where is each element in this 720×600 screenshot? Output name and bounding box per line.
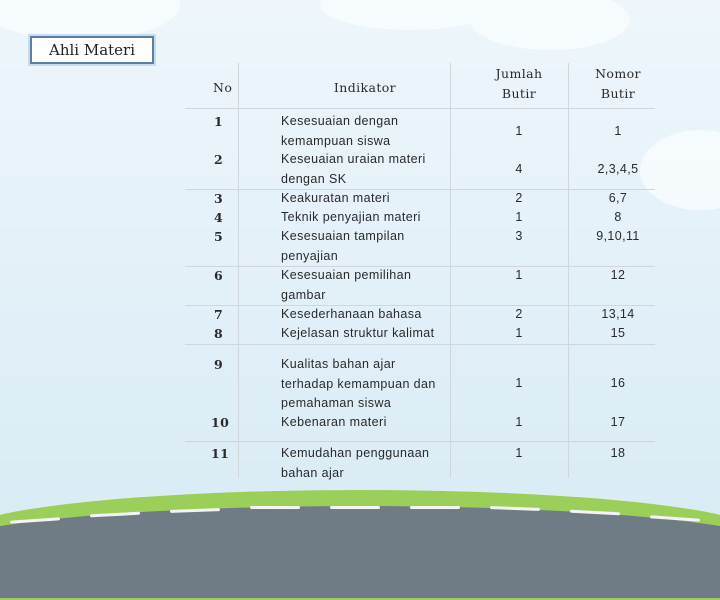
- header-nomor-butir: Nomor Butir: [595, 66, 641, 101]
- header-jumlah-butir: Jumlah Butir: [495, 66, 543, 101]
- jumlah-butir-value: 1: [515, 415, 523, 429]
- header-indikator: Indikator: [333, 80, 397, 95]
- nomor-butir-value: 17: [610, 415, 626, 429]
- row-number: 1: [214, 114, 224, 129]
- nomor-butir-value: 8: [614, 210, 622, 224]
- indicator-text: Keakuratan materi: [281, 191, 390, 205]
- row-number: 2: [214, 152, 224, 167]
- row-divider: [185, 108, 655, 109]
- indicator-text: Kemudahan penggunaan bahan ajar: [281, 446, 430, 480]
- nomor-butir-value: 15: [610, 326, 626, 340]
- nomor-butir-value: 1: [614, 124, 622, 138]
- nomor-butir-value: 2,3,4,5: [597, 162, 639, 176]
- road-marking: [330, 506, 380, 509]
- row-divider: [185, 344, 655, 345]
- row-number: 7: [214, 307, 224, 322]
- row-number: 5: [214, 229, 224, 244]
- indicator-text: Kebenaran materi: [281, 415, 387, 429]
- row-number: 11: [211, 446, 230, 461]
- jumlah-butir-value: 3: [515, 229, 523, 243]
- indicator-text: Keseuaian uraian materi dengan SK: [281, 152, 426, 186]
- road-marking: [410, 506, 460, 509]
- row-number: 6: [214, 268, 224, 283]
- road-decoration: [0, 506, 720, 598]
- indicator-text: Kejelasan struktur kalimat: [281, 326, 435, 340]
- indicator-text: Kesesuaian pemilihan gambar: [281, 268, 412, 302]
- row-divider: [185, 441, 655, 442]
- jumlah-butir-value: 1: [515, 326, 523, 340]
- column-divider: [238, 63, 239, 478]
- jumlah-butir-value: 1: [515, 376, 523, 390]
- nomor-butir-value: 9,10,11: [596, 229, 640, 243]
- nomor-butir-value: 16: [610, 376, 626, 390]
- jumlah-butir-value: 1: [515, 124, 523, 138]
- row-number: 8: [214, 326, 224, 341]
- jumlah-butir-value: 1: [515, 446, 523, 460]
- cloud-decoration: [470, 0, 630, 50]
- jumlah-butir-value: 2: [515, 191, 523, 205]
- indicator-text: Kualitas bahan ajar terhadap kemampuan dan pemahaman siswa: [281, 357, 436, 410]
- indicator-text: Kesesuaian dengan kemampuan siswa: [281, 114, 399, 148]
- jumlah-butir-value: 2: [515, 307, 523, 321]
- slide-title: Ahli Materi: [30, 36, 154, 64]
- indicator-text: Kesederhanaan bahasa: [281, 307, 422, 321]
- row-number: 10: [211, 415, 230, 430]
- road-marking: [250, 506, 300, 509]
- row-number: 9: [214, 357, 224, 372]
- row-number: 3: [214, 191, 224, 206]
- jumlah-butir-value: 1: [515, 210, 523, 224]
- column-divider: [568, 63, 569, 478]
- cloud-decoration: [0, 0, 180, 40]
- nomor-butir-value: 18: [610, 446, 626, 460]
- jumlah-butir-value: 1: [515, 268, 523, 282]
- row-number: 4: [214, 210, 224, 225]
- indicator-text: Kesesuaian tampilan penyajian: [281, 229, 405, 263]
- nomor-butir-value: 6,7: [608, 191, 628, 205]
- nomor-butir-value: 13,14: [601, 307, 635, 321]
- jumlah-butir-value: 4: [515, 162, 523, 176]
- header-no: No: [213, 80, 233, 95]
- indicator-text: Teknik penyajian materi: [281, 210, 421, 224]
- nomor-butir-value: 12: [610, 268, 626, 282]
